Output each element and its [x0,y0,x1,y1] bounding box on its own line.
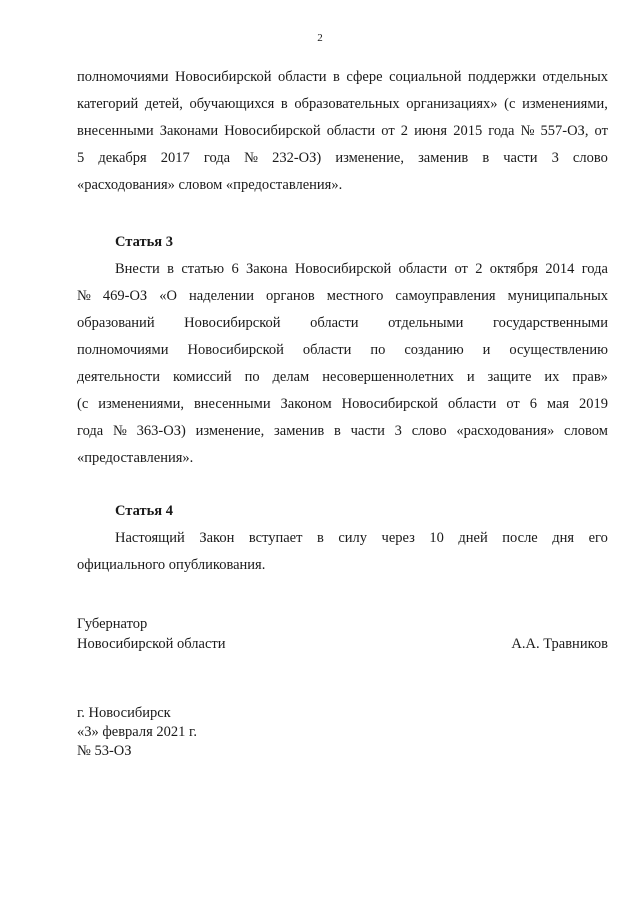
text-line: полномочиями Новосибирской области по созданию и осуществлению [77,342,608,358]
article-4-text [77,525,608,579]
issue-city: г. Новосибирск [77,705,171,721]
text-line: (с изменениями, внесенными Законом Новосибирской области от 6 мая 2019 [77,396,608,412]
text-line: «расходования» словом «предоставления». [77,177,343,193]
text-line: категорий детей, обучающихся в образовательных организациях» (с изменениями, [77,96,608,112]
signatory-title: Губернатор [77,616,148,632]
article-3-heading: Статья 3 [115,234,173,250]
text-line: официального опубликования. [77,557,266,573]
text-line: Внести в статью 6 Закона Новосибирской области от 2 октября 2014 года [115,261,608,277]
article-3-text [77,256,608,472]
law-number: № 53-ОЗ [77,743,132,759]
text-line: внесенными Законами Новосибирской области от 2 июня 2015 года № 557-ОЗ, от [77,123,608,139]
text-line: полномочиями Новосибирской области в сфере социальной поддержки отдельных [77,69,608,85]
document-footer [77,704,197,761]
page-number: 2 [317,32,323,44]
paragraph-continuation [77,64,608,199]
issue-date: «3» февраля 2021 г. [77,724,197,740]
signatory-name: А.А. Травников [511,636,608,652]
text-line: года № 363-ОЗ) изменение, заменив в части 3 слово «расходования» словом [77,423,608,439]
article-4-heading: Статья 4 [115,503,173,519]
text-line: № 469-ОЗ «О наделении органов местного самоуправления муниципальных [77,288,608,304]
text-line: образований Новосибирской области отдельными государственными [77,315,608,331]
document-body [77,64,608,579]
text-line: деятельности комиссий по делам несовершеннолетних и защите их прав» [77,369,608,385]
text-line: Настоящий Закон вступает в силу через 10 дней после дня его [115,530,608,546]
text-line: «предоставления». [77,450,194,466]
signatory-region: Новосибирской области [77,636,226,652]
text-line: 5 декабря 2017 года № 232-ОЗ) изменение, заменив в части 3 слово [77,150,608,166]
signature-block [77,614,608,654]
